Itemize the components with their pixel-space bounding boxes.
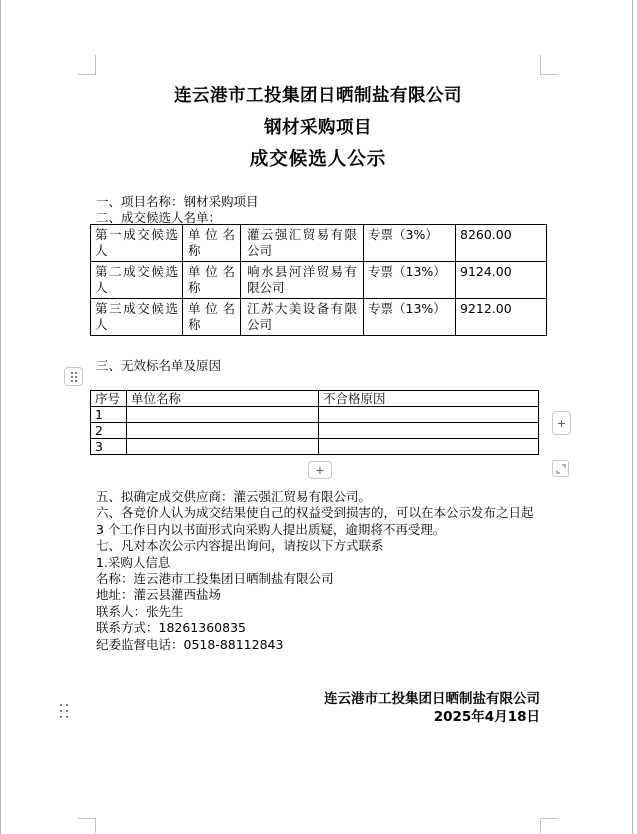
drag-dots-icon — [71, 372, 77, 382]
field-label-cell[interactable]: 单位名称 — [183, 299, 241, 336]
paragraph-drag-handle[interactable] — [60, 704, 68, 718]
add-column-button[interactable]: + — [552, 411, 571, 435]
section-invalid-bids-heading: 三、无效标名单及原因 — [96, 358, 222, 373]
company-cell[interactable]: 江苏大美设备有限公司 — [241, 299, 364, 336]
invoice-cell[interactable]: 专票（13%） — [364, 262, 456, 299]
header-seq[interactable]: 序号 — [91, 391, 127, 407]
invoice-cell[interactable]: 专票（3%） — [364, 225, 456, 262]
supervision-phone: 纪委监督电话：0518-88112843 — [96, 636, 284, 652]
page-right-edge — [632, 0, 633, 834]
reason-cell[interactable] — [319, 407, 539, 423]
section-objection: 六、各竞价人认为成交结果使自己的权益受到损害的，可以在本公示发布之日起3 个工作日内以书面形式向采购人提出质疑，逾期将不再受理。 — [96, 505, 534, 537]
price-cell[interactable]: 9212.00 — [456, 299, 547, 336]
purchaser-info-heading: 1.采购人信息 — [96, 554, 171, 570]
candidates-table — [90, 224, 547, 336]
seq-cell[interactable]: 2 — [91, 423, 127, 439]
price-cell[interactable]: 9124.00 — [456, 262, 547, 299]
company-cell[interactable] — [127, 407, 319, 423]
title-company: 连云港市工投集团日晒制盐有限公司 — [174, 86, 462, 106]
table-header-row — [91, 391, 539, 407]
company-cell[interactable]: 响水县河洋贸易有限公司 — [241, 262, 364, 299]
margin-crop-mark-bottom-left — [78, 818, 96, 833]
seq-cell[interactable]: 1 — [91, 407, 127, 423]
invoice-cell[interactable]: 专票（13%） — [364, 299, 456, 336]
contact-phone: 联系方式：18261360835 — [96, 620, 246, 636]
table-row — [91, 407, 539, 423]
margin-crop-mark-top-left — [78, 55, 96, 75]
margin-crop-mark-top-right — [540, 55, 558, 75]
add-row-button[interactable]: + — [308, 461, 332, 479]
table-row — [91, 225, 547, 262]
section-1-2-block — [96, 194, 540, 227]
company-cell[interactable]: 灌云强汇贸易有限公司 — [241, 225, 364, 262]
table-move-handle[interactable] — [64, 367, 83, 386]
seq-cell[interactable]: 3 — [91, 439, 127, 455]
candidate-rank-cell[interactable]: 第一成交候选人 — [91, 225, 183, 262]
table-row — [91, 262, 547, 299]
page-left-edge — [0, 0, 1, 834]
section-candidates-list-heading: 二、成交候选人名单： — [96, 210, 222, 226]
section-project-name: 一、项目名称：钢材采购项目 — [96, 194, 259, 209]
company-cell[interactable] — [127, 423, 319, 439]
reason-cell[interactable] — [319, 423, 539, 439]
section-inquiry: 七、凡对本次公示内容提出询问，请按以下方式联系 — [96, 538, 384, 554]
candidate-rank-cell[interactable]: 第二成交候选人 — [91, 262, 183, 299]
signature-block — [96, 691, 540, 726]
signature-company: 连云港市工投集团日晒制盐有限公司 — [324, 691, 540, 707]
table-row — [91, 299, 547, 336]
candidate-rank-cell[interactable]: 第三成交候选人 — [91, 299, 183, 336]
section-supplier: 五、拟确定成交供应商：灌云强汇贸易有限公司。 — [96, 489, 372, 504]
company-cell[interactable] — [127, 439, 319, 455]
contact-person: 联系人：张先生 — [96, 603, 184, 619]
invalid-bids-table — [90, 390, 539, 455]
reason-cell[interactable] — [319, 439, 539, 455]
field-label-cell[interactable]: 单位名称 — [183, 262, 241, 299]
title-notice: 成交候选人公示 — [249, 149, 387, 170]
margin-crop-mark-bottom-right — [540, 818, 558, 833]
drag-dots-icon — [60, 704, 68, 718]
signature-date: 2025年4月18日 — [433, 708, 540, 725]
body-text-block — [96, 489, 540, 653]
price-cell[interactable]: 8260.00 — [456, 225, 547, 262]
contact-address: 地址：灌云县灌西盐场 — [96, 587, 222, 603]
resize-corners-icon — [555, 463, 567, 475]
title-project: 钢材采购项目 — [264, 118, 372, 138]
table-resize-handle[interactable] — [552, 460, 569, 477]
header-reason[interactable]: 不合格原因 — [319, 391, 539, 407]
field-label-cell[interactable]: 单位名称 — [183, 225, 241, 262]
contact-name: 名称：连云港市工投集团日晒制盐有限公司 — [96, 571, 334, 587]
table-row — [91, 423, 539, 439]
header-company[interactable]: 单位名称 — [127, 391, 319, 407]
table-row — [91, 439, 539, 455]
